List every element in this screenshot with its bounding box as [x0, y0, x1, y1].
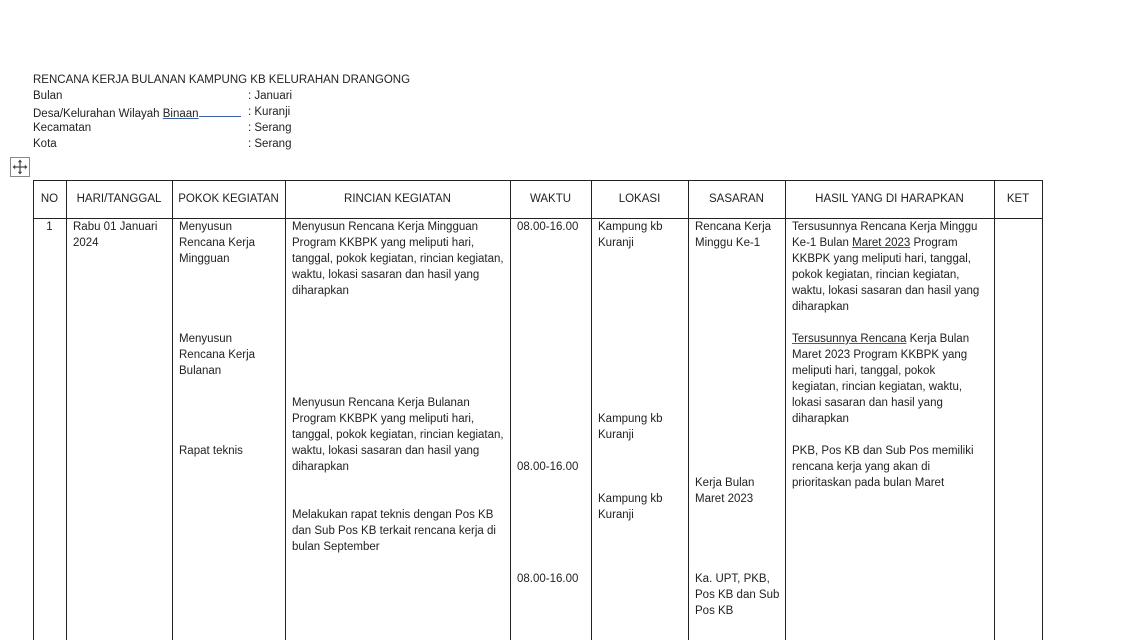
cell-sasaran-2: Kerja Bulan Maret 2023: [695, 477, 755, 505]
cell-rincian-3: Melakukan rapat teknis dengan Pos KB dan Sub Pos KB terkait rencana kerja di bulan September: [292, 509, 496, 553]
underline-filler: [199, 104, 241, 117]
cell-hari-tanggal: Rabu 01 Januari 2024: [73, 221, 158, 249]
table-border: [1042, 180, 1043, 640]
column-header-ket: KET: [1006, 193, 1030, 205]
field-label: Bulan: [33, 90, 63, 102]
field-label: Kecamatan: [33, 122, 92, 134]
column-header-sasaran: SASARAN: [709, 193, 764, 205]
cell-no: 1: [46, 221, 53, 233]
activity-table: [33, 180, 1043, 640]
hasil-text: Tersusunnya Rencana Kerja Minggu Ke-1 Bulan: [792, 221, 978, 249]
cell-lokasi-1: Kampung kb Kuranji: [598, 221, 663, 249]
cell-rincian-1: Menyusun Rencana Kerja Mingguan Program KKBPK yang meliputi hari, tanggal, pokok kegiatan, rincian kegiatan, waktu, lokasi sasaran dan hasil yang diharapkan: [292, 221, 504, 297]
field-value: : Serang: [248, 138, 292, 150]
hasil-underlined-text: Maret 2023: [852, 237, 911, 249]
column-divider: [172, 180, 173, 640]
column-divider: [66, 180, 67, 640]
field-value: : Serang: [248, 122, 292, 134]
column-header-waktu: WAKTU: [529, 193, 572, 205]
field-kecamatan: [33, 120, 292, 136]
cell-pokok-3: Rapat teknis: [179, 445, 243, 457]
column-header-lokasi: LOKASI: [618, 193, 661, 205]
cell-sasaran-3: Ka. UPT, PKB, Pos KB dan Sub Pos KB: [695, 573, 780, 617]
cell-hasil-3: PKB, Pos KB dan Sub Pos memiliki rencana kerja yang akan di prioritaskan pada bulan Maret: [792, 445, 974, 489]
cell-waktu-3: 08.00-16.00: [517, 573, 579, 585]
cell-sasaran-1: Rencana Kerja Minggu Ke-1: [695, 221, 772, 249]
column-divider: [591, 180, 592, 640]
field-label-underlined: Binaan: [162, 108, 199, 120]
field-bulan: [33, 88, 293, 104]
column-divider: [510, 180, 511, 640]
cell-hasil-2: [792, 331, 982, 427]
hasil-text: Kerja Bulan Maret 2023 Program KKBPK yang meliputi hari, tanggal, pokok kegiatan, rincian kegiatan, waktu, lokasi sasaran dan hasil yang diharapkan: [792, 333, 970, 425]
column-header-hasil: HASIL YANG DI HARAPKAN: [815, 193, 964, 205]
hasil-underlined-text: Tersusunnya Rencana: [792, 333, 907, 345]
cell-rincian-2: Menyusun Rencana Kerja Bulanan Program KKBPK yang meliputi hari, tanggal, pokok kegiatan, rincian kegiatan, waktu, lokasi sasaran dan hasil yang diharapkan: [292, 397, 504, 473]
field-value: : Kuranji: [248, 106, 291, 118]
column-header-pokok-kegiatan: POKOK KEGIATAN: [178, 193, 279, 205]
cell-hasil-1: [792, 219, 989, 315]
document-title: RENCANA KERJA BULANAN KAMPUNG KB KELURAHAN DRANGONG: [33, 74, 411, 86]
column-divider: [285, 180, 286, 640]
table-border: [33, 180, 34, 640]
column-header-hari-tanggal: HARI/TANGGAL: [76, 193, 162, 205]
column-divider: [785, 180, 786, 640]
column-divider: [994, 180, 995, 640]
field-kota: [33, 136, 292, 152]
column-divider: [688, 180, 689, 640]
field-value: : Januari: [248, 90, 293, 102]
field-label: Kota: [33, 138, 57, 150]
move-arrows-icon: [12, 159, 28, 175]
cell-lokasi-2: Kampung kb Kuranji: [598, 413, 663, 441]
cell-waktu-2: 08.00-16.00: [517, 461, 579, 473]
cell-waktu-1: 08.00-16.00: [517, 221, 579, 233]
cell-lokasi-3: Kampung kb Kuranji: [598, 493, 663, 521]
hasil-text: Program KKBPK yang meliputi hari, tanggal, pokok kegiatan, rincian kegiatan, waktu, lokasi sasaran dan hasil yang diharapkan: [792, 237, 980, 313]
column-header-no: NO: [40, 193, 59, 205]
cell-pokok-2: Menyusun Rencana Kerja Bulanan: [179, 333, 256, 377]
field-label: Desa/Kelurahan Wilayah: [33, 108, 163, 120]
column-header-rincian-kegiatan: RINCIAN KEGIATAN: [344, 193, 451, 205]
table-move-handle[interactable]: [10, 157, 30, 177]
cell-pokok-1: Menyusun Rencana Kerja Mingguan: [179, 221, 256, 265]
